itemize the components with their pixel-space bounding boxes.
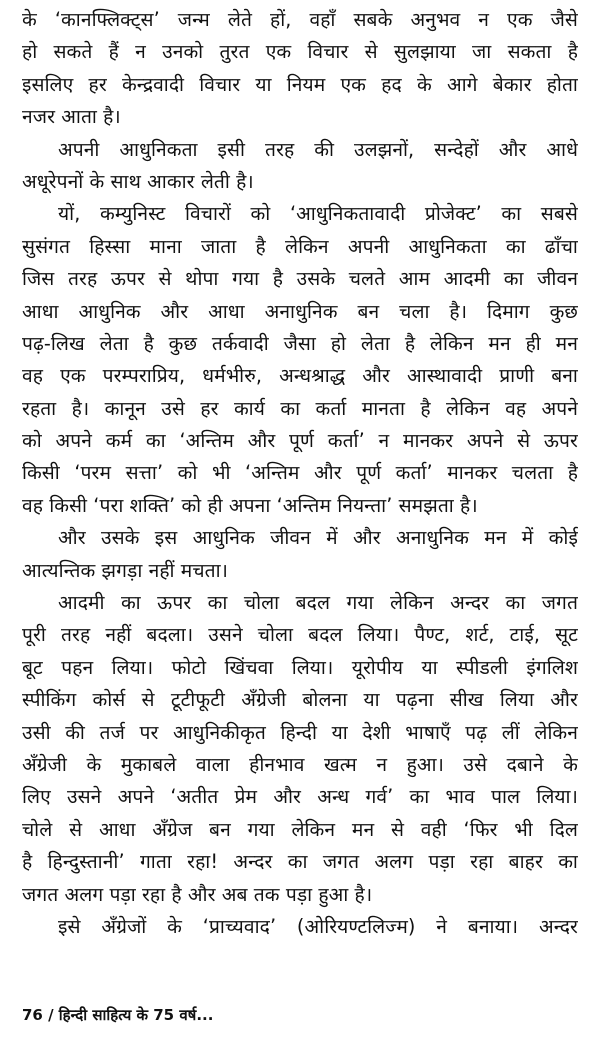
text-line: लिए उसने अपने ‘अतीत प्रेम और अन्ध गर्व’ का भाव पाल लिया। bbox=[22, 785, 578, 809]
text-line: अँग्रेजी के मुकाबले वाला हीनभाव खत्म न हुआ। उसे दबाने के bbox=[22, 752, 578, 776]
text-line: बूट पहन लिया। फोटो खिंचवा लिया। यूरोपीय या स्पीडली इंगलिश bbox=[22, 655, 578, 679]
text-line: जगत अलग पड़ा रहा है और अब तक पड़ा हुआ है। bbox=[22, 882, 373, 906]
text-line: उसी की तर्ज पर आधुनिकीकृत हिन्दी या देशी भाषाएँ पढ़ लीं लेकिन bbox=[22, 720, 578, 744]
text-line: है हिन्दुस्तानी’ गाता रहा! अन्दर का जगत अलग पड़ा रहा बाहर का bbox=[22, 850, 578, 874]
text-line: यों, कम्युनिस्ट विचारों को ‘आधुनिकतावादी प्रोजेक्ट’ का सबसे bbox=[58, 202, 578, 226]
text-line: स्पीकिंग कोर्स से टूटीफूटी अँग्रेजी बोलना या पढ़ना सीख लिया और bbox=[22, 688, 578, 712]
text-line: सुसंगत हिस्सा माना जाता है लेकिन अपनी आधुनिकता का ढाँचा bbox=[22, 234, 578, 258]
text-line: हो सकते हैं न उनको तुरत एक विचार से सुलझाया जा सकता है bbox=[22, 40, 578, 64]
text-line: चोले से आधा अँग्रेज बन गया लेकिन मन से वही ‘फिर भी दिल bbox=[22, 817, 578, 841]
text-line: अधूरेपनों के साथ आकार लेती है। bbox=[22, 169, 254, 193]
text-line: पढ़-लिख लेता है कुछ तर्कवादी जैसा हो लेता है लेकिन मन ही मन bbox=[22, 331, 578, 355]
text-line: नजर आता है। bbox=[22, 105, 121, 129]
text-line: किसी ‘परम सत्ता’ को भी ‘अन्तिम और पूर्ण कर्ता’ मानकर चलता है bbox=[22, 461, 578, 485]
text-line: इसे अँग्रेजों के ‘प्राच्यवाद’ (ओरियण्टलिज्म) ने बनाया। अन्दर bbox=[58, 914, 578, 938]
text-line: आत्यन्तिक झगड़ा नहीं मचता। bbox=[22, 558, 229, 582]
text-line: वह किसी ‘परा शक्ति’ को ही अपना ‘अन्तिम नियन्ता’ समझता है। bbox=[22, 493, 478, 517]
text-line: के ‘कानफ्लिक्ट्स’ जन्म लेते हों, वहाँ सबके अनुभव न एक जैसे bbox=[22, 8, 578, 31]
text-line: वह एक परम्पराप्रिय, धर्मभीरु, अन्धश्राद्ध और आस्थावादी प्राणी बना bbox=[22, 364, 578, 388]
text-line: रहता है। कानून उसे हर कार्य का कर्ता मानता है लेकिन वह अपने bbox=[22, 396, 578, 420]
text-line: इसलिए हर केन्द्रवादी विचार या नियम एक हद के आगे बेकार होता bbox=[22, 72, 578, 96]
text-line: आदमी का ऊपर का चोला बदल गया लेकिन अन्दर का जगत bbox=[58, 591, 578, 615]
text-line: आधा आधुनिक और आधा अनाधुनिक बन चला है। दिमाग कुछ bbox=[22, 299, 578, 323]
page-footer: 76 / हिन्दी साहित्य के 75 वर्ष... bbox=[22, 1006, 214, 1024]
text-line: को अपने कर्म का ‘अन्तिम और पूर्ण कर्ता’ न मानकर अपने से ऊपर bbox=[22, 429, 578, 453]
text-line: और उसके इस आधुनिक जीवन में और अनाधुनिक मन में कोई bbox=[58, 526, 578, 550]
text-line: पूरी तरह नहीं बदला। उसने चोला बदल लिया। पैण्ट, शर्ट, टाई, सूट bbox=[22, 623, 578, 647]
text-line: जिस तरह ऊपर से थोपा गया है उसके चलते आम आदमी का जीवन bbox=[22, 267, 578, 291]
text-line: अपनी आधुनिकता इसी तरह की उलझनों, सन्देहों और आधे bbox=[58, 137, 578, 161]
body-text bbox=[22, 4, 578, 943]
